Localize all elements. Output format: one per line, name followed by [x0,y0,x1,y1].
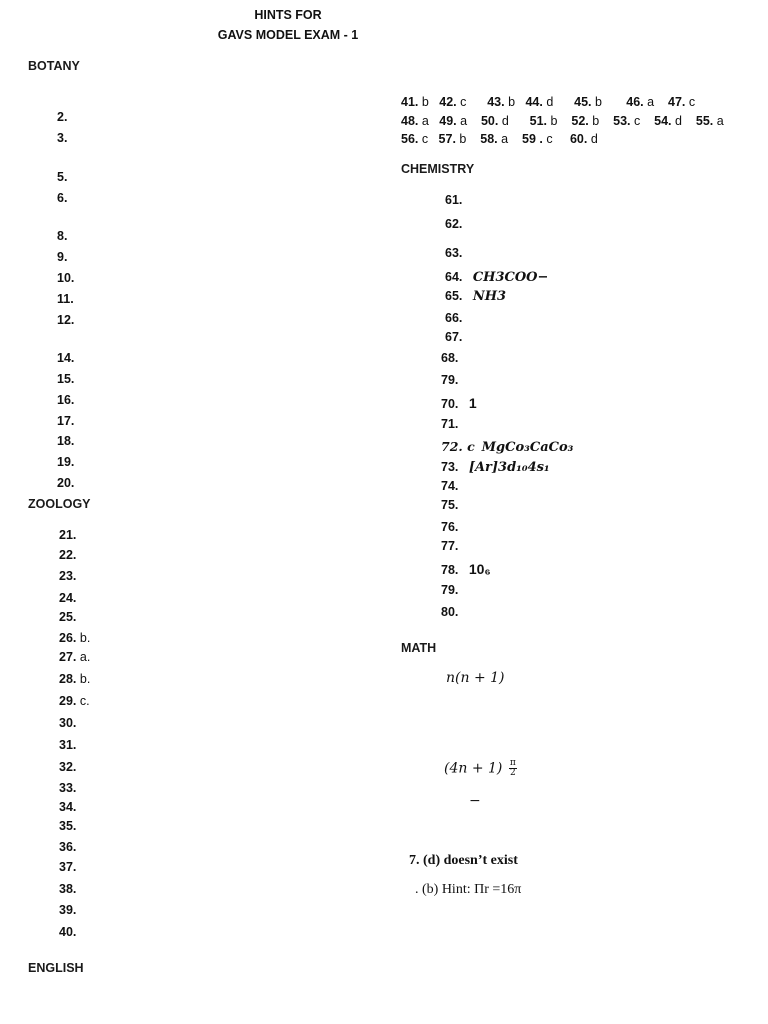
zoology-item: 36. [59,840,77,854]
chemistry-item: 76. [441,520,459,534]
chemistry-item: 80. [441,605,459,619]
zoology-item: 26. b. [59,631,91,645]
zoology-item: 30. [59,716,77,730]
zoology-item: 32. [59,760,77,774]
botany-item: 18. [57,434,75,448]
section-math: MATH [401,641,437,655]
chemistry-item: 77. [441,539,459,553]
zoology-item: 21. [59,528,77,542]
answer-row: 56. c 57. b 58. a 59 . c 60. d [401,132,598,146]
chemistry-item: 70. 1 [441,395,477,411]
header-line-2: GAVS MODEL EXAM - 1 [217,28,359,42]
botany-item: 16. [57,393,75,407]
botany-item: 12. [57,313,75,327]
botany-item: 15. [57,372,75,386]
math-expression-2: (4n + 1) $\frac{\pi}{2}$ [444,758,516,778]
zoology-item: 31. [59,738,77,752]
chemistry-item: 79. [441,583,459,597]
botany-item: 10. [57,271,75,285]
botany-item: 17. [57,414,75,428]
answer-row: 48. a 49. a 50. d 51. b 52. b 53. c 54. d 55. a [401,114,724,128]
chemistry-item: 73. [Ar]3d₁₀4s₁ [441,460,550,475]
chemistry-item: 67. [445,330,463,344]
zoology-item: 25. [59,610,77,624]
chemistry-item: 66. [445,311,463,325]
zoology-item: 29. c. [59,694,90,708]
zoology-item: 27. a. [59,650,91,664]
section-english: ENGLISH [28,961,84,975]
botany-item: 20. [57,476,75,490]
botany-item: 9. [57,250,68,264]
zoology-item: 28. b. [59,672,91,686]
chemistry-item: 68. [441,351,459,365]
zoology-item: 39. [59,903,77,917]
section-zoology: ZOOLOGY [28,497,91,511]
section-botany: BOTANY [28,59,80,73]
formula: 1 [468,395,477,411]
zoology-item: 23. [59,569,77,583]
fraction: $\frac{\pi}{2}$ [509,758,516,778]
answer-row: 41. b 42. c 43. b 44. d 45. b 46. a 47. c [401,95,696,109]
botany-item: 6. [57,191,68,205]
math-answer-7: 7. (d) doesn’t exist [409,853,518,868]
formula: [Ar]3d₁₀4s₁ [468,460,550,475]
chemistry-item: 72. c MgCo₃CaCo₃ [441,439,574,455]
chemistry-item: 75. [441,498,459,512]
botany-item: 8. [57,229,68,243]
formula: NH3 [472,289,507,304]
chemistry-item: 71. [441,417,459,431]
formula: 10₆ [468,561,491,577]
botany-item: 3. [57,131,68,145]
zoology-item: 37. [59,860,77,874]
zoology-item: 35. [59,819,77,833]
chemistry-item: 79. [441,373,459,387]
formula: CH3COO− [472,270,549,285]
botany-item: 5. [57,170,68,184]
header-line-1: HINTS FOR [254,8,322,22]
math-dash: − [469,793,481,809]
zoology-item: 40. [59,925,77,939]
zoology-item: 34. [59,800,77,814]
chemistry-item: 74. [441,479,459,493]
section-chemistry: CHEMISTRY [401,162,475,176]
botany-item: 14. [57,351,75,365]
math-answer-8: . (b) Hint: Пr =16π [415,882,522,897]
botany-item: 11. [57,292,74,306]
chemistry-item: 78. 10₆ [441,561,491,577]
math-expression-1: n(n + 1) [446,670,505,686]
zoology-item: 24. [59,591,77,605]
chemistry-item: 61. [445,193,463,207]
botany-item: 19. [57,455,75,469]
zoology-item: 22. [59,548,77,562]
chemistry-item: 64. CH3COO− [445,270,549,285]
chemistry-item: 62. [445,217,463,231]
botany-item: 2. [57,110,68,124]
chemistry-item: 65. NH3 [445,289,507,304]
zoology-item: 38. [59,882,77,896]
zoology-item: 33. [59,781,77,795]
formula: MgCo₃CaCo₃ [481,440,574,455]
chemistry-item: 63. [445,246,463,260]
